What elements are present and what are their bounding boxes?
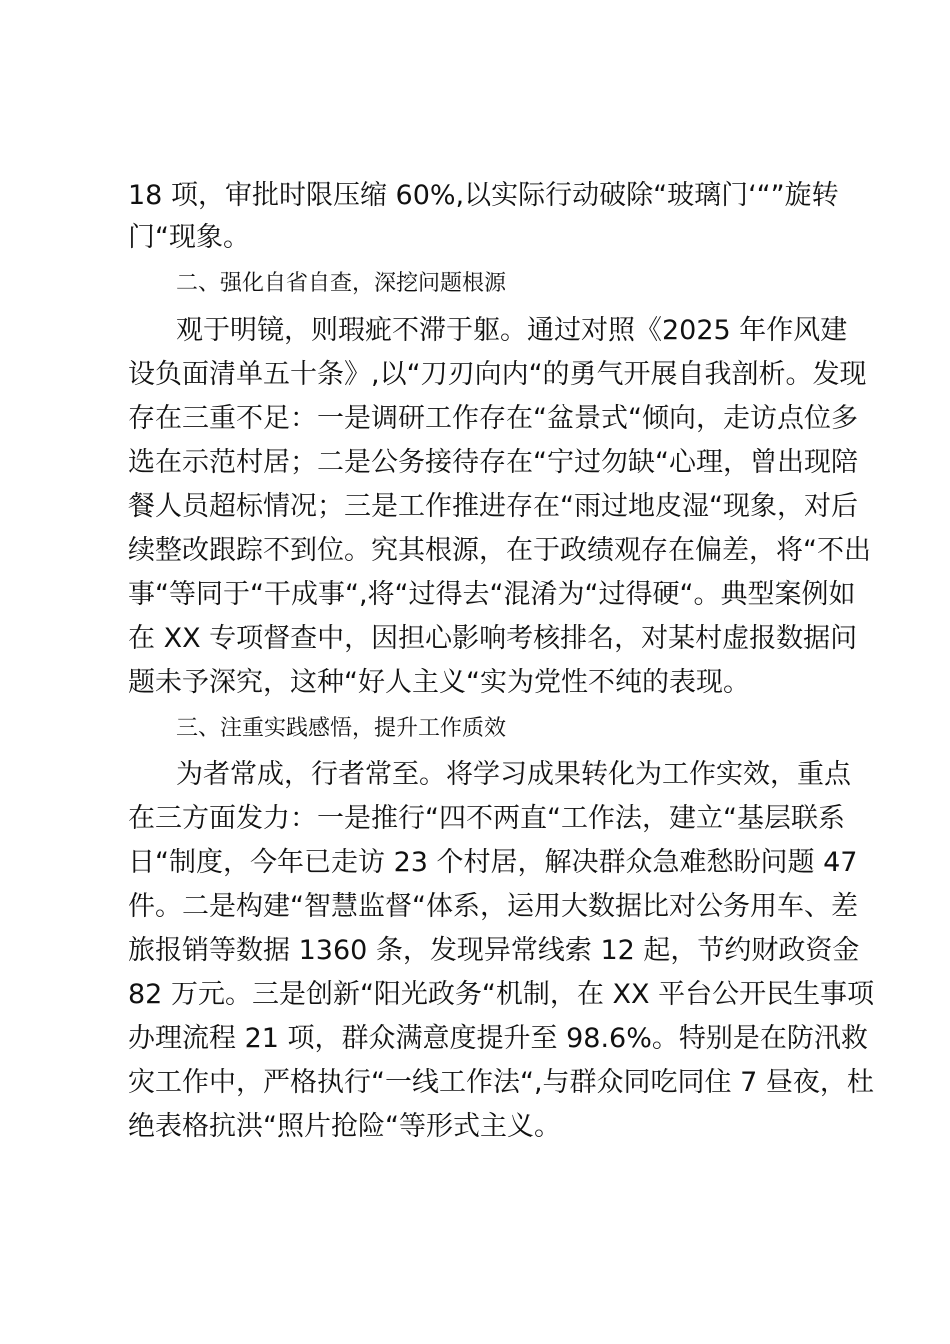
section-heading-3: 三、注重实践感悟，提升工作质效 <box>176 716 507 741</box>
paragraph-line: 绝表格抗洪“照片抢险“等形式主义。 <box>128 1111 561 1142</box>
paragraph-line: 82 万元。三是创新“阳光政务“机制，在 XX 平台公开民生事项 <box>128 979 875 1010</box>
paragraph-line: 件。二是构建“智慧监督“体系，运用大数据比对公务用车、差 <box>128 891 858 922</box>
section-heading-2: 二、强化自省自查，深挖问题根源 <box>176 271 507 296</box>
paragraph-line: 日“制度，今年已走访 23 个村居，解决群众急难愁盼问题 47 <box>128 847 858 878</box>
paragraph-line: 在 XX 专项督查中，因担心影响考核排名，对某村虚报数据问 <box>128 623 858 654</box>
paragraph-line: 办理流程 21 项，群众满意度提升至 98.6%。特别是在防汛救 <box>128 1023 868 1054</box>
paragraph-line: 设负面清单五十条》,以“刀刃向内“的勇气开展自我剖析。发现 <box>128 359 867 390</box>
paragraph-line: 灾工作中，严格执行“一线工作法“,与群众同吃同住 7 昼夜，杜 <box>128 1067 874 1098</box>
paragraph-line: 续整改跟踪不到位。究其根源，在于政绩观存在偏差，将“不出 <box>128 535 871 566</box>
paragraph-line: 餐人员超标情况；三是工作推进存在“雨过地皮湿“现象，对后 <box>128 491 858 522</box>
paragraph-line: 事“等同于“干成事“,将“过得去“混淆为“过得硬“。典型案例如 <box>128 579 856 610</box>
paragraph-line: 旅报销等数据 1360 条，发现异常线索 12 起，节约财政资金 <box>128 935 860 966</box>
paragraph-line: 18 项，审批时限压缩 60%,以实际行动破除“玻璃门‘“”旋转 <box>128 180 839 211</box>
paragraph-line: 在三方面发力：一是推行“四不两直“工作法，建立“基层联系 <box>128 803 845 834</box>
paragraph-line: 门“现象。 <box>128 222 250 253</box>
paragraph-line: 题未予深究，这种“好人主义“实为党性不纯的表现。 <box>128 667 750 698</box>
paragraph-line: 选在示范村居；二是公务接待存在“宁过勿缺“心理，曾出现陪 <box>128 447 858 478</box>
paragraph-line: 为者常成，行者常至。将学习成果转化为工作实效，重点 <box>176 759 851 790</box>
paragraph-line: 观于明镜，则瑕疵不滞于躯。通过对照《2025 年作风建 <box>176 315 848 346</box>
paragraph-line: 存在三重不足：一是调研工作存在“盆景式“倾向，走访点位多 <box>128 403 858 434</box>
